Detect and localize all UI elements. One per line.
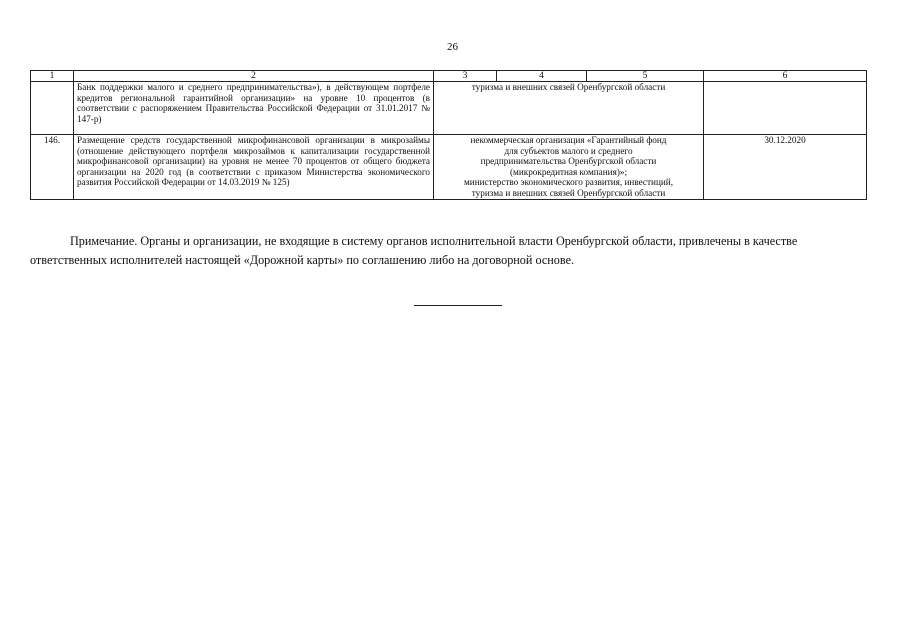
note-line-1: Примечание. Органы и организации, не входящие в систему органов исполнительной власти Оренбургской области, привлечены в качестве: [70, 234, 798, 248]
header-col-6: 6: [704, 71, 867, 82]
header-col-3: 3: [434, 71, 497, 82]
note-line-2: ответственных исполнителей настоящей «Дорожной карты» по соглашению либо на договорной основе.: [30, 253, 575, 267]
header-col-5: 5: [587, 71, 704, 82]
responsible-line: предпринимательства Оренбургской области: [480, 156, 657, 167]
row-number: 146.: [31, 135, 74, 200]
table-row: [31, 135, 867, 200]
responsible-line: министерство экономического развития, инвестиций,: [463, 177, 673, 188]
header-col-1: 1: [31, 71, 74, 82]
responsible-line: для субъектов малого и среднего: [504, 145, 633, 156]
responsible-line: туризма и внешних связей Оренбургской области: [471, 187, 666, 198]
row-description: Размещение средств государственной микрофинансовой организации в микрозаймы (отношение действующего портфеля микрозаймов к капитализации государственной микрофинансовой организации) на уровня не менее 70 процентов от общего бюджета организации на 2020 год (в соответствии с приказом Министерства экономического развития Российской Федерации от 14.03.2019 № 125): [74, 135, 434, 200]
row-responsible: [434, 135, 704, 200]
header-col-2: 2: [74, 71, 434, 82]
row-deadline: 30.12.2020: [704, 135, 867, 200]
page-number: 26: [447, 41, 458, 53]
responsible-line: некоммерческая организация «Гарантийный фонд: [470, 135, 667, 145]
note-paragraph: [30, 232, 866, 270]
row-number: [31, 82, 74, 135]
table-row-continuation: [31, 82, 867, 135]
header-col-4: 4: [497, 71, 587, 82]
row-responsible: туризма и внешних связей Оренбургской области: [434, 82, 704, 135]
responsible-line: (микрокредитная компания)»;: [509, 166, 628, 177]
row-deadline: [704, 82, 867, 135]
closing-rule: [414, 305, 502, 306]
header-row: [31, 71, 867, 82]
row-description: Банк поддержки малого и среднего предпринимательства»), в действующем портфеле кредитов региональной гарантийной организации» на уровне 10 процентов (в соответствии с распоряжением Правительства Российской Федерации от 31.01.2017 № 147-р): [74, 82, 434, 135]
roadmap-table: [30, 70, 867, 200]
